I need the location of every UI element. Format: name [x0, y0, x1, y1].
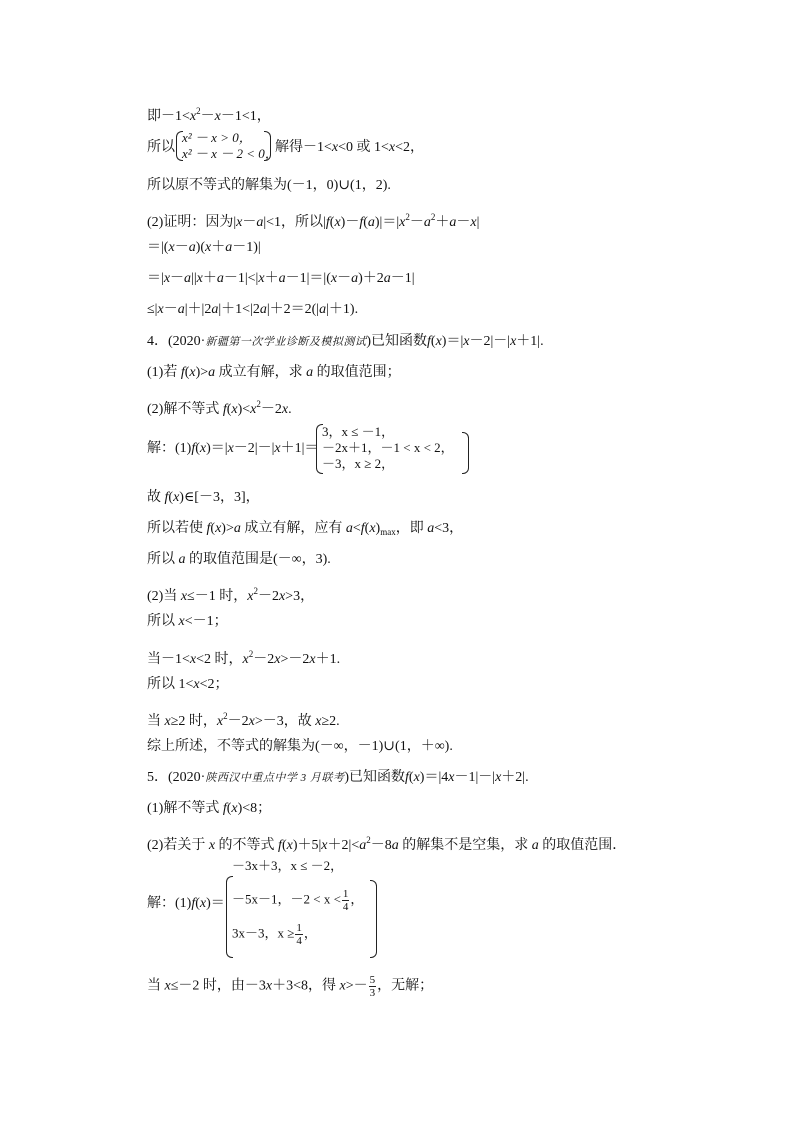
text-line: 故 f(x)∈[－3，3]，: [147, 490, 260, 505]
problem-4-statement: 4．(2020·新疆第一次学业诊断及模拟测试)已知函数f(x)＝|x－2|－|x＋1|.: [147, 334, 544, 349]
text-line: (1)若 f(x)>a 成立有解，求 a 的取值范围；: [147, 365, 401, 380]
system-row: x² － x > 0，: [182, 130, 252, 145]
right-brace: [264, 131, 271, 161]
text-line: 所以 1<x<2；: [147, 677, 229, 692]
text-line: 所以若使 f(x)>a 成立有解，应有 $a<f(x)_{max}$，即 a<3，: [147, 521, 464, 537]
text-line: 解得－1<x<0 或 1<x<2，: [275, 140, 425, 155]
text-line: ＝|x－a||x＋a－1|<|x＋a－1|＝|(x－a)＋2a－1|: [147, 271, 415, 286]
piecewise-row: －3x＋3，x ≤ －2，: [232, 858, 344, 873]
text-line: ＝|(x－a)(x＋a－1)|: [147, 240, 261, 255]
fraction: $\frac{1}{4}$: [342, 888, 349, 913]
text-line: 当 x≥2 时，$x^2-2x>-3$，故 x≥2.: [147, 711, 340, 729]
text-line: (1)解不等式 f(x)<8；: [147, 801, 272, 816]
piecewise-row: －3，x ≥ 2，: [322, 456, 395, 471]
text-line: 当－1<x<2 时，$x^2-2x>-2x+1$.: [147, 649, 341, 667]
problem-5-statement: 5．(2020·陕西汉中重点中学 3 月联考)已知函数f(x)＝|4x－1|－|x＋2|.: [147, 770, 529, 785]
piecewise-row: 3，x ≤ －1，: [322, 424, 395, 439]
text-line: 当 x≤－2 时，由－3x＋3<8，得 x>－ $\frac{5}{3}$ ，无解；: [147, 974, 434, 999]
text-line: 解：(1)f(x)＝: [147, 896, 225, 911]
text-line: 所以 a 的取值范围是(－∞，3).: [147, 552, 331, 567]
text-line: 所以: [147, 140, 175, 155]
text-line: (2)证明：因为|x－a|<1，所以$|f(x)-f(a)|=|x^2-a^2+a-x|$: [147, 212, 480, 230]
text-line: 即$-1<x^2-x-1<1$，: [147, 106, 271, 124]
fraction: $\frac{5}{3}$: [369, 974, 376, 999]
text-line: 所以原不等式的解集为(－1，0)∪(1，2).: [147, 178, 391, 193]
system-row: x² － x － 2 < 0，: [182, 146, 278, 161]
text-line: (2)若关于 x 的不等式 $f(x)+5|x+2|<a^2-8a$ 的解集不是空集，求 a 的取值范围．: [147, 835, 627, 853]
piecewise-row: 3x－3，x ≥ $\frac{1}{4}$ ，: [232, 922, 317, 947]
text-line: ≤|x－a|＋|2a|＋1<|2a|＋2＝2(|a|＋1).: [147, 302, 359, 317]
text-line: 综上所述，不等式的解集为(－∞，－1)∪(1，＋∞).: [147, 739, 453, 754]
text-line: 所以 x<－1；: [147, 614, 228, 629]
text-line: (2)当 x≤－1 时，$x^2-2x>3$，: [147, 586, 315, 604]
text-line: (2)解不等式 $f(x)<x^2-2x$.: [147, 399, 292, 417]
right-brace: [462, 432, 469, 474]
right-brace: [370, 880, 377, 958]
piecewise-row: －2x＋1，－1 < x < 2，: [322, 440, 454, 455]
fraction: $\frac{1}{4}$: [296, 922, 302, 947]
text-line: 解：(1)f(x)＝|x－2|－|x＋1|＝: [147, 441, 319, 456]
piecewise-row: －5x－1，－2 < x < $\frac{1}{4}$ ，: [232, 888, 364, 913]
